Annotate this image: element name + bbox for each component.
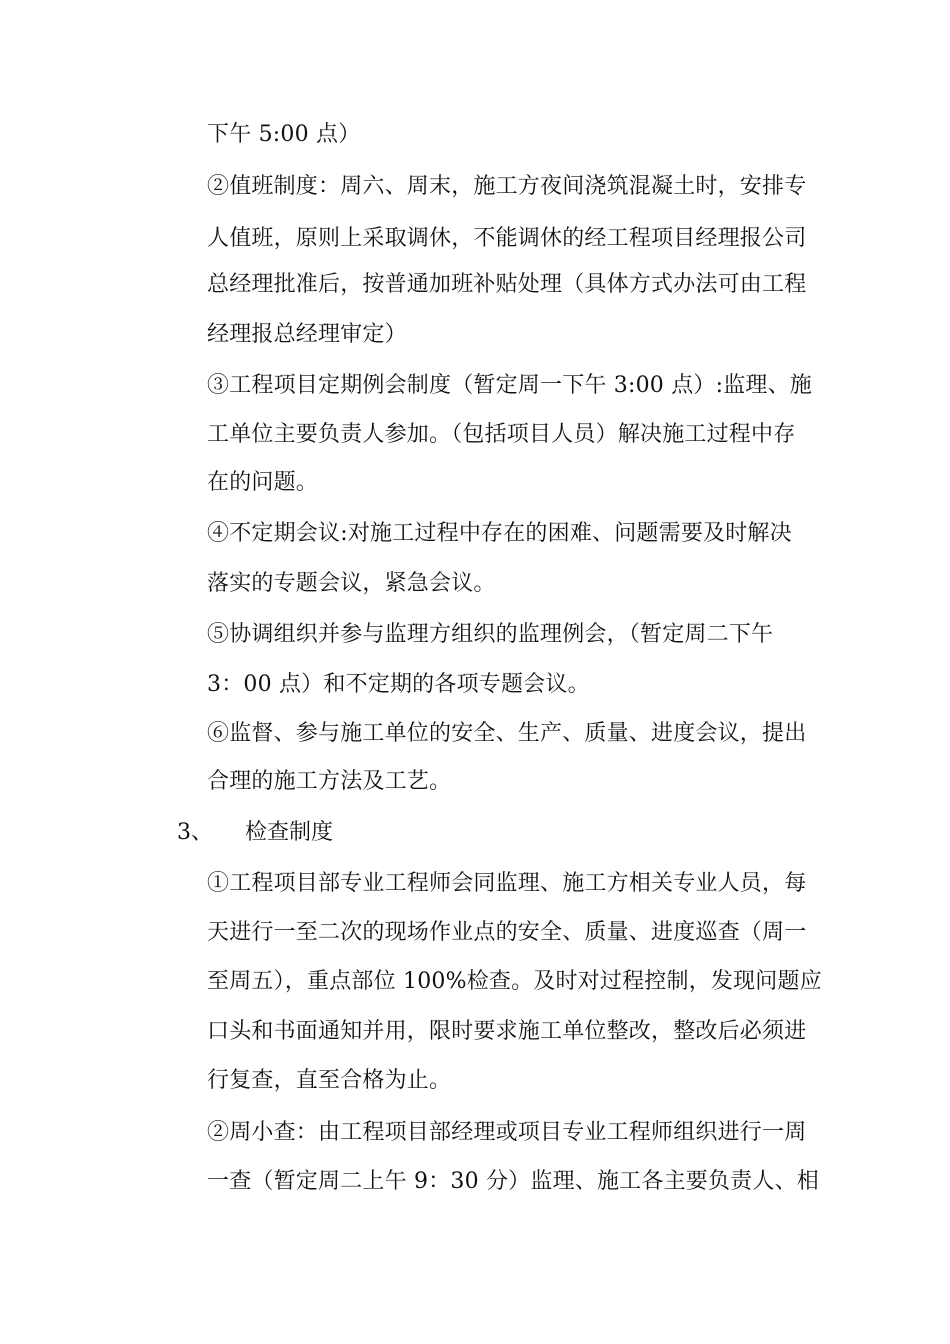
text-line: 天进行一至二次的现场作业点的安全、质量、进度巡查（周一 — [207, 920, 807, 945]
text-line: ⑥监督、参与施工单位的安全、生产、质量、进度会议，提出 — [207, 721, 807, 746]
text-line: 工单位主要负责人参加。（包括项目人员）解决施工过程中存 — [207, 422, 796, 447]
text-line: 3：00 点）和不定期的各项专题会议。 — [207, 672, 590, 697]
text-line: 口头和书面通知并用，限时要求施工单位整改，整改后必须进 — [207, 1019, 807, 1044]
text-line: ③工程项目定期例会制度（暂定周一下午 3:00 点）:监理、施 — [207, 373, 813, 398]
text-line: 下午 5:00 点） — [207, 122, 361, 147]
text-line: 至周五），重点部位 100%检查。及时对过程控制，发现问题应 — [207, 969, 822, 994]
text-line: 落实的专题会议，紧急会议。 — [207, 571, 496, 596]
text-line: ②周小查：由工程项目部经理或项目专业工程师组织进行一周 — [207, 1120, 807, 1145]
text-line: ⑤协调组织并参与监理方组织的监理例会，（暂定周二下午 — [207, 622, 774, 647]
text-line: 合理的施工方法及工艺。 — [207, 769, 452, 794]
section-number: 3、 — [177, 820, 213, 845]
text-line: 人值班，原则上采取调休，不能调休的经工程项目经理报公司 — [207, 226, 807, 251]
text-line: 行复查，直至合格为止。 — [207, 1068, 452, 1093]
text-line: 在的问题。 — [207, 470, 319, 495]
text-line: 一查（暂定周二上午 9：30 分）监理、施工各主要负责人、相 — [207, 1169, 819, 1194]
text-line: 总经理批准后，按普通加班补贴处理（具体方式办法可由工程 — [207, 272, 807, 297]
text-line: ④不定期会议:对施工过程中存在的困难、问题需要及时解决 — [207, 521, 792, 546]
section-title: 检查制度 — [245, 820, 334, 845]
text-line: 经理报总经理审定） — [207, 322, 407, 347]
text-line: ①工程项目部专业工程师会同监理、施工方相关专业人员，每 — [207, 871, 807, 896]
text-line: ②值班制度：周六、周末，施工方夜间浇筑混凝土时，安排专 — [207, 174, 807, 199]
